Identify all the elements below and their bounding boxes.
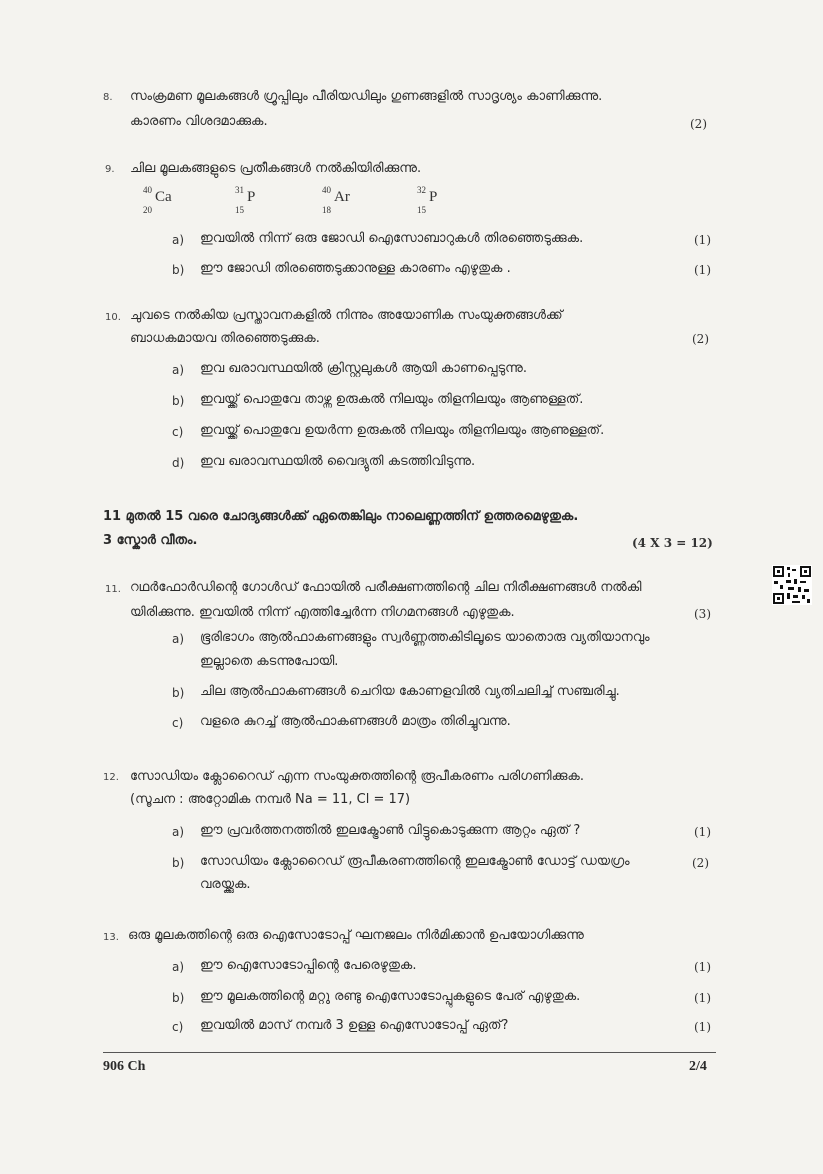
q12b-marks: (2) [692, 856, 709, 870]
q10-marks: (2) [692, 332, 709, 346]
q10a-label: a) [172, 363, 185, 377]
section-score: 3 സ്കോർ വീതം. [103, 533, 198, 548]
q11a-line2: ഇല്ലാതെ കടന്നുപോയി. [200, 654, 339, 669]
q10d-text: ഇവ ഖരാവസ്ഥയിൽ വൈദ്യുതി കടത്തിവിടുന്നു. [200, 454, 476, 469]
q9a-marks: (1) [694, 233, 711, 247]
q13-line1: ഒരു മൂലകത്തിന്റെ ഒരു ഐസോടോപ്പ് ഘനജലം നിർമിക്കാൻ ഉപയോഗിക്കുന്നു [128, 928, 584, 943]
q12-line1: സോഡിയം ക്ലോറൈഡ് എന്ന സംയുക്തത്തിന്റെ രൂപീകരണം പരിഗണിക്കുക. [130, 769, 584, 784]
q13b-text: ഈ മൂലകത്തിന്റെ മറ്റു രണ്ടു ഐസോടോപ്പുകളുടെ പേര് എഴുതുക. [200, 989, 581, 1004]
isotope-symbol: P [247, 189, 256, 205]
q12-number: 12. [103, 772, 119, 783]
isotope-symbol: Ar [334, 189, 350, 205]
q11b-text: ചില ആൽഫാകണങ്ങൾ ചെറിയ കോണളവിൽ വ്യതിചലിച്ച് സഞ്ചരിച്ചു. [200, 684, 620, 699]
q9a-text: ഇവയിൽ നിന്ന് ഒരു ജോഡി ഐസോബാറുകൾ തിരഞ്ഞെടുക്കുക. [200, 231, 584, 246]
q11a-label: a) [172, 632, 185, 646]
q10c-label: c) [172, 425, 184, 439]
q10a-text: ഇവ ഖരാവസ്ഥയിൽ ക്രിസ്റ്റലുകൾ ആയി കാണപ്പെടുന്നു. [200, 361, 527, 376]
q9b-marks: (1) [694, 263, 711, 277]
isotope-atomic: 18 [322, 205, 331, 215]
isotope-symbol: P [429, 189, 438, 205]
q11-line2: യിരിക്കുന്നു. ഇവയിൽ നിന്ന് എത്തിച്ചേർന്ന നിഗമനങ്ങൾ എഴുതുക. [130, 605, 515, 620]
q10b-label: b) [172, 394, 185, 408]
isotope-mass: 40 [322, 185, 331, 195]
isotope-mass: 31 [235, 185, 244, 195]
paper-code: 906 Ch [103, 1059, 146, 1074]
q11c-label: c) [172, 716, 184, 730]
q10b-text: ഇവയ്ക്ക് പൊതുവേ താഴ്ന്ന ഉരുകൽ നിലയും തിളനിലയും ആണുള്ളത്. [200, 392, 584, 407]
q13-number: 13. [103, 932, 119, 943]
q9b-text: ഈ ജോഡി തിരഞ്ഞെടുക്കാനുള്ള കാരണം എഴുതുക . [200, 261, 511, 276]
q10c-text: ഇവയ്ക്ക് പൊതുവേ ഉയർന്ന ഉരുകൽ നിലയും തിളനിലയും ആണുള്ളത്. [200, 423, 605, 438]
q9-intro: ചില മൂലകങ്ങളുടെ പ്രതീകങ്ങൾ നൽകിയിരിക്കുന്നു. [130, 161, 422, 176]
q9a-label: a) [172, 233, 185, 247]
section-instruction: 11 മുതൽ 15 വരെ ചോദ്യങ്ങൾക്ക് ഏതെങ്കിലും നാലെണ്ണത്തിന് ഉത്തരമെഴുതുക. [103, 509, 579, 524]
qr-code-icon [772, 565, 812, 605]
q12b-label: b) [172, 856, 185, 870]
isotope-atomic: 15 [417, 205, 426, 215]
isotope-atomic: 15 [235, 205, 244, 215]
q8-line1: സംക്രമണ മൂലകങ്ങൾ ഗ്രൂപ്പിലും പീരിയഡിലും ഗുണങ്ങളിൽ സാദൃശ്യം കാണിക്കുന്നു. [130, 89, 603, 104]
q10d-label: d) [172, 456, 185, 470]
q11-marks: (3) [694, 607, 711, 621]
q10-line1: ചുവടെ നൽകിയ പ്രസ്താവനകളിൽ നിന്നും അയോണിക സംയുക്തങ്ങൾക്ക് [130, 308, 563, 323]
q9-number: 9. [105, 164, 115, 175]
q12-hint: (സൂചന : അറ്റോമിക നമ്പർ Na = 11, Cl = 17) [130, 792, 411, 807]
q12b-line2: വരയ്ക്കുക. [200, 877, 251, 892]
q12a-marks: (1) [694, 825, 711, 839]
page-number: 2/4 [689, 1059, 707, 1074]
q11-line1: റഥർഫോർഡിന്റെ ഗോൾഡ് ഫോയിൽ പരീക്ഷണത്തിന്റെ ചില നിരീക്ഷണങ്ങൾ നൽകി [130, 580, 642, 595]
footer-divider [103, 1052, 716, 1053]
q12b-line1: സോഡിയം ക്ലോറൈഡ് രൂപീകരണത്തിന്റെ ഇലക്ട്രോൺ ഡോട്ട് ഡയഗ്രം [200, 854, 630, 869]
q11a-line1: ഭൂരിഭാഗം ആൽഫാകണങ്ങളും സ്വർണ്ണത്തകിടിലൂടെ യാതൊരു വ്യതിയാനവും [200, 630, 650, 645]
q13a-label: a) [172, 960, 185, 974]
q13b-marks: (1) [694, 991, 711, 1005]
isotope-mass: 32 [417, 185, 426, 195]
q9b-label: b) [172, 263, 185, 277]
q10-number: 10. [105, 312, 121, 323]
q13b-label: b) [172, 991, 185, 1005]
q13c-marks: (1) [694, 1020, 711, 1034]
q11-number: 11. [105, 584, 121, 595]
isotope-mass: 40 [143, 185, 152, 195]
q13c-label: c) [172, 1020, 184, 1034]
q8-line2: കാരണം വിശദമാക്കുക. [130, 114, 268, 129]
q8-marks: (2) [690, 117, 707, 131]
q12a-label: a) [172, 825, 185, 839]
q11c-text: വളരെ കുറച്ച് ആൽഫാകണങ്ങൾ മാത്രം തിരിച്ചുവന്നു. [200, 714, 511, 729]
q13a-text: ഈ ഐസോടോപ്പിന്റെ പേരെഴുതുക. [200, 958, 417, 973]
isotope-atomic: 20 [143, 205, 152, 215]
q12a-text: ഈ പ്രവർത്തനത്തിൽ ഇലക്ട്രോൺ വിട്ടുകൊടുക്കുന്ന ആറ്റം ഏത് ? [200, 823, 581, 838]
q13a-marks: (1) [694, 960, 711, 974]
q11b-label: b) [172, 686, 185, 700]
isotope-symbol: Ca [155, 189, 172, 205]
q8-number: 8. [103, 92, 113, 103]
q13c-text: ഇവയിൽ മാസ് നമ്പർ 3 ഉള്ള ഐസോടോപ്പ് ഏത്? [200, 1018, 509, 1033]
section-marks: (4 X 3 = 12) [632, 536, 713, 550]
q10-line2: ബാധകമായവ തിരഞ്ഞെടുക്കുക. [130, 331, 320, 346]
